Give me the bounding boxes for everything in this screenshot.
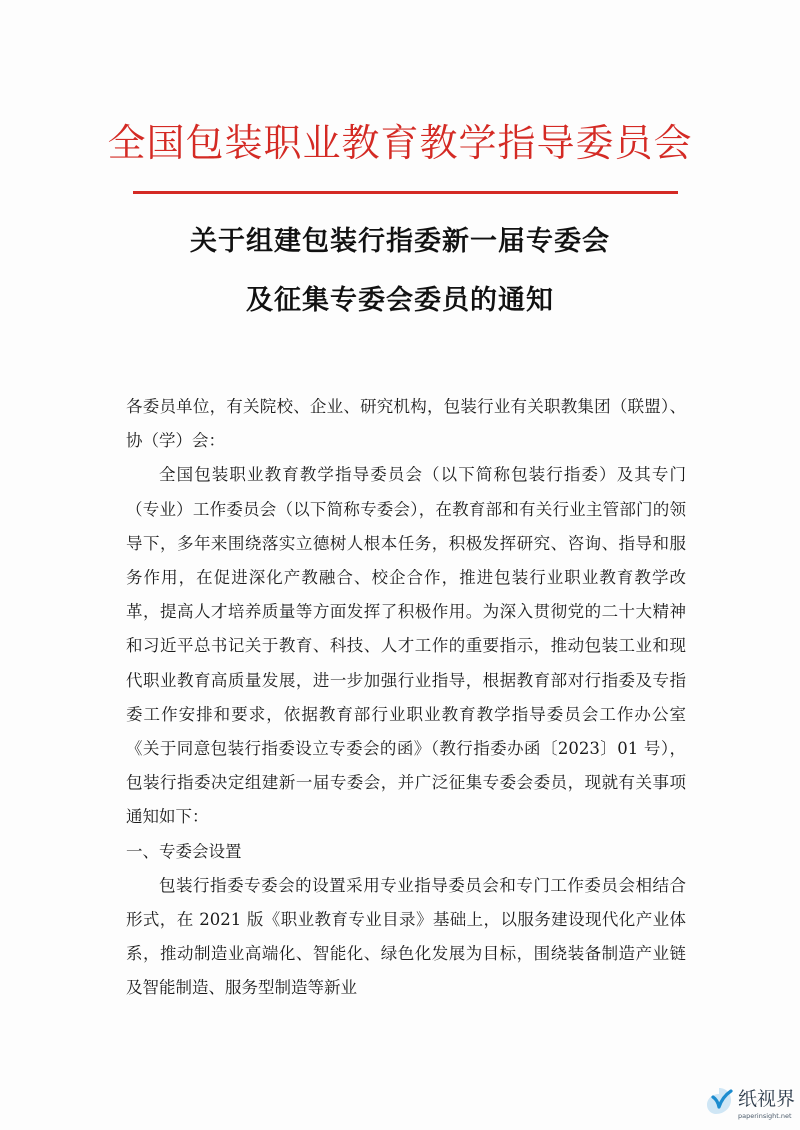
document-title-line-2: 及征集专委会委员的通知 [246,285,554,316]
document-body [126,390,686,1006]
section-heading: 一、专委会设置 [126,841,242,861]
red-divider-line [133,191,678,194]
watermark-name: 纸视界 [738,1088,796,1110]
intro-paragraph: 全国包装职业教育教学指导委员会（以下简称包装行指委）及其专门（专业）工作委员会（以下简称专委会），在教育部和有关行业主管部门的领导下，多年来围绕落实立德树人根本任务，积极发挥研究、咨询、指导和服务作用，在促进深化产教融合、校企合作，推进包装行业职业教育教学改革，提高人才培养质量等方面发挥了积极作用。为深入贯彻党的二十大精神和习近平总书记关于教育、科技、人才工作的重要指示，推动包装工业和现代职业教育高质量发展，进一步加强行业指导，根据教育部对行指委及专指委工作安排和要求，依据教育部行业职业教育教学指导委员会工作办公室《关于同意包装行指委设立专委会的函》（教行指委办函〔2023〕01 号），包装行指委决定组建新一届专委会，并广泛征集专委会委员，现就有关事项通知如下： [126,465,686,827]
watermark [700,1082,795,1126]
org-header: 全国包装职业教育教学指导委员会 [107,121,693,165]
document-title-line-1: 关于组建包装行指委新一届专委会 [190,226,610,257]
paperinsight-logo-icon [704,1086,734,1116]
section-paragraph: 包装行指委专委会的设置采用专业指导委员会和专门工作委员会相结合形式，在 2021 版《职业教育专业目录》基础上，以服务建设现代化产业体系，推动制造业高端化、智能化、绿色化发展为目标，围绕装备制造产业链及智能制造、服务型制造等新业 [126,875,686,998]
watermark-url: paperinsight.net [738,1112,792,1120]
salutation-paragraph: 各委员单位，有关院校、企业、研究机构，包装行业有关职教集团（联盟）、协（学）会： [126,397,686,451]
